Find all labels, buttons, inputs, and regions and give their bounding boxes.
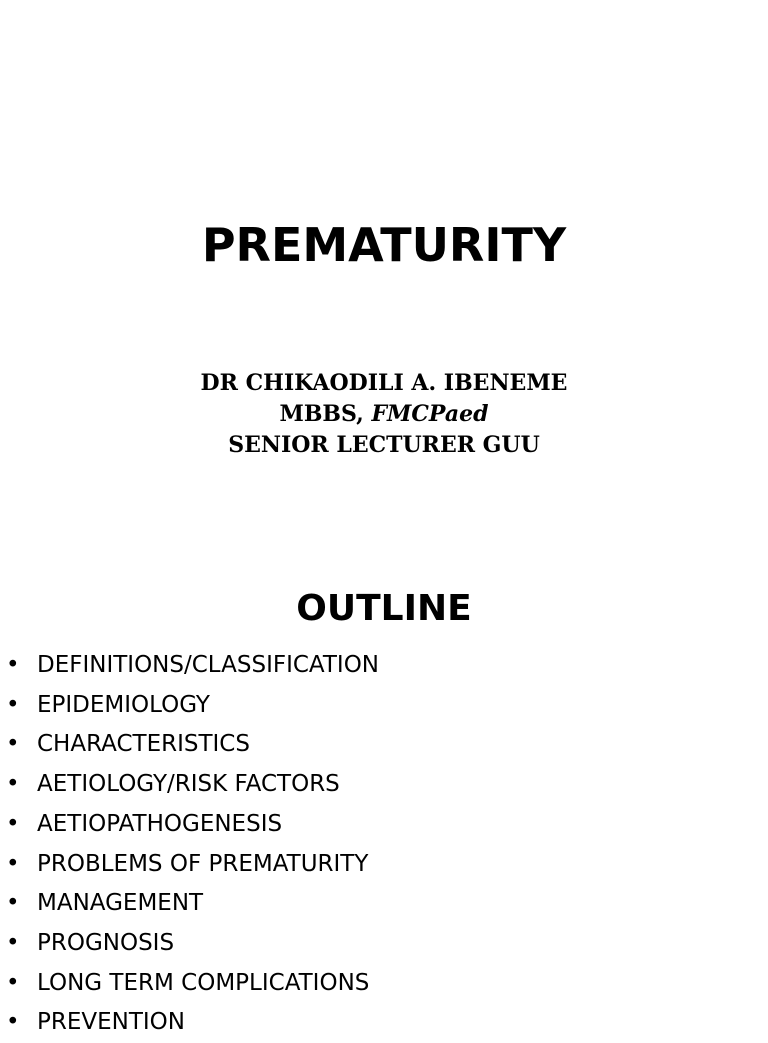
bullet-icon: • — [6, 691, 20, 718]
bullet-icon: • — [6, 1009, 20, 1036]
author-degree-italic: FMCPaed — [371, 401, 489, 427]
outline-item-label: PREVENTION — [37, 1009, 185, 1036]
slide-title: PREMATURITY — [201, 218, 567, 272]
author-degree-prefix: MBBS, — [279, 401, 372, 427]
outline-item — [0, 845, 768, 885]
outline-item-label: EPIDEMIOLOGY — [37, 691, 210, 718]
outline-item — [0, 805, 768, 845]
author-block — [0, 368, 768, 461]
bullet-icon: • — [6, 850, 20, 877]
outline-item-label: MANAGEMENT — [37, 890, 204, 917]
bullet-icon: • — [6, 810, 20, 837]
outline-item — [0, 765, 768, 805]
outline-item — [0, 686, 768, 726]
outline-item-label: AETIOLOGY/RISK FACTORS — [37, 771, 340, 798]
author-position: SENIOR LECTURER GUU — [228, 432, 540, 458]
outline-item — [0, 884, 768, 924]
outline-item-label: PROBLEMS OF PREMATURITY — [37, 850, 369, 877]
bullet-icon: • — [6, 771, 20, 798]
outline-item — [0, 646, 768, 686]
bullet-icon: • — [6, 890, 20, 917]
outline-item-label: AETIOPATHOGENESIS — [37, 810, 283, 837]
outline-item — [0, 725, 768, 765]
outline-item — [0, 1003, 768, 1043]
bullet-icon: • — [6, 929, 20, 956]
outline-item-label: LONG TERM COMPLICATIONS — [37, 969, 370, 996]
outline-item — [0, 924, 768, 964]
outline-item-label: PROGNOSIS — [37, 929, 175, 956]
outline-item-label: DEFINITIONS/CLASSIFICATION — [37, 652, 380, 678]
bullet-icon: • — [6, 652, 20, 678]
author-degrees — [0, 399, 768, 430]
outline-item — [0, 964, 768, 1004]
outline-title: OUTLINE — [296, 588, 472, 629]
outline-item-label: CHARACTERISTICS — [37, 731, 250, 758]
bullet-icon: • — [6, 969, 20, 996]
outline-list — [0, 646, 768, 1043]
author-name: DR CHIKAODILI A. IBENEME — [200, 370, 568, 396]
bullet-icon: • — [6, 731, 20, 758]
